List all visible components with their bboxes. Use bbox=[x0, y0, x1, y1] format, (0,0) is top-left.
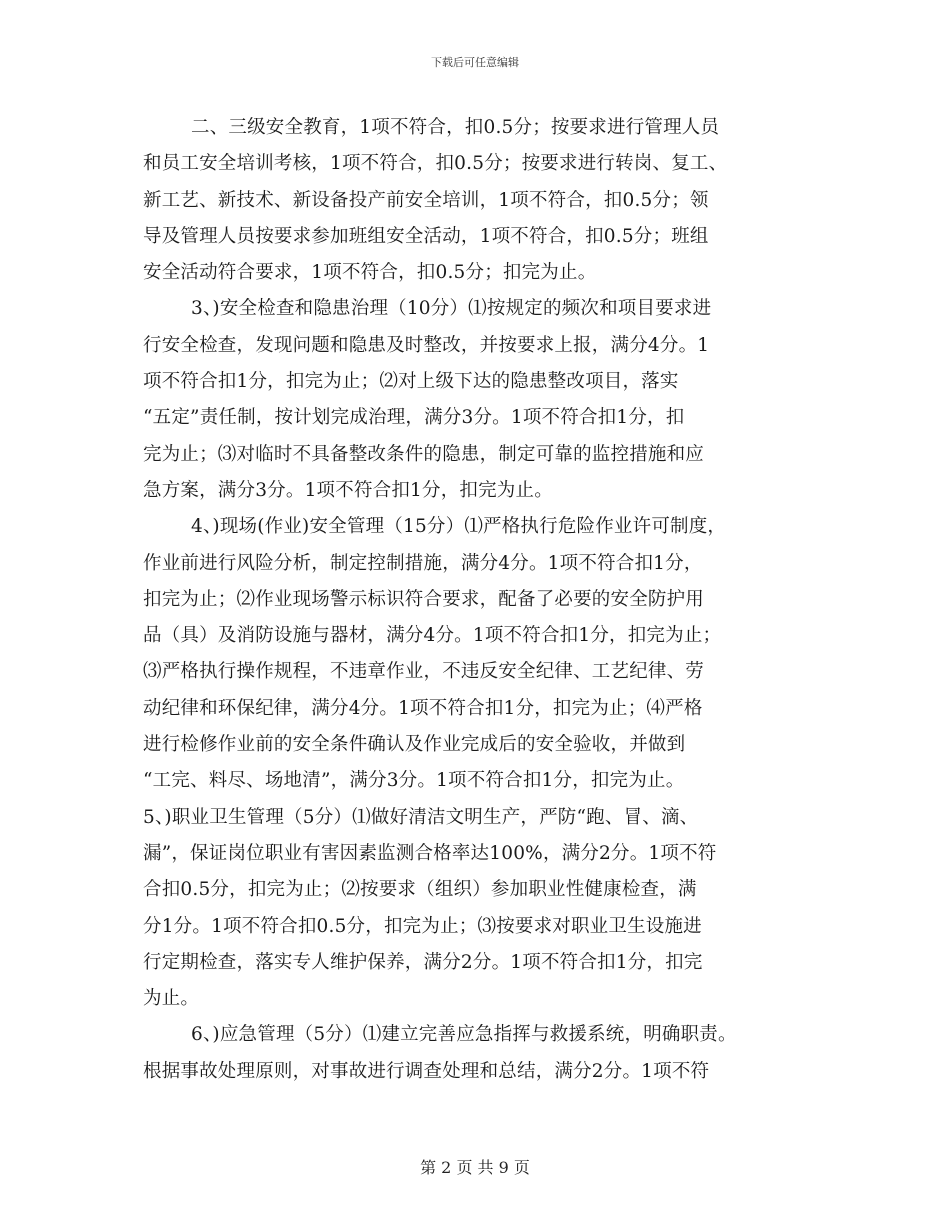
text-line: 扣完为止；⑵作业现场警示标识符合要求，配备了必要的安全防护用 bbox=[143, 588, 705, 610]
text-line: 为止。 bbox=[143, 988, 200, 1010]
document-body bbox=[143, 110, 813, 1090]
text-line: 行安全检查，发现问题和隐患及时整改，并按要求上报，满分4分。1 bbox=[143, 334, 710, 356]
text-line: 和员工安全培训考核，1项不符合，扣0.5分；按要求进行转岗、复工、 bbox=[143, 153, 728, 175]
text-line: “工完、料尽、场地清”，满分3分。1项不符合扣1分，扣完为止。 bbox=[143, 770, 685, 792]
text-line: “五定”责任制，按计划完成治理，满分3分。1项不符合扣1分，扣 bbox=[143, 407, 685, 429]
text-line: 6、)应急管理（5分）⑴建立完善应急指挥与救援系统，明确职责。 bbox=[191, 1024, 737, 1046]
text-line: 项不符合扣1分，扣完为止；⑵对上级下达的隐患整改项目，落实 bbox=[143, 371, 679, 393]
text-line: 根据事故处理原则，对事故进行调查处理和总结，满分2分。1项不符 bbox=[143, 1060, 710, 1082]
text-line: 进行检修作业前的安全条件确认及作业完成后的安全验收，并做到 bbox=[143, 734, 686, 756]
text-line: 作业前进行风险分析，制定控制措施，满分4分。1项不符合扣1分， bbox=[143, 552, 703, 574]
text-line: 导及管理人员按要求参加班组安全活动，1项不符合，扣0.5分；班组 bbox=[143, 225, 709, 247]
text-line: 安全活动符合要求，1项不符合，扣0.5分；扣完为止。 bbox=[143, 262, 597, 284]
text-line: 动纪律和环保纪律，满分4分。1项不符合扣1分，扣完为止；⑷严格 bbox=[143, 697, 703, 719]
page-footer: 第 2 页 共 9 页 bbox=[420, 1158, 530, 1177]
text-line: 5、)职业卫生管理（5分）⑴做好清洁文明生产，严防“跑、冒、滴、 bbox=[143, 806, 699, 828]
text-line: 漏”，保证岗位职业有害因素监测合格率达100%，满分2分。1项不符 bbox=[143, 842, 717, 864]
text-line: 急方案，满分3分。1项不符合扣1分，扣完为止。 bbox=[143, 479, 553, 501]
text-line: 新工艺、新技术、新设备投产前安全培训，1项不符合，扣0.5分；领 bbox=[143, 189, 709, 211]
text-line: 行定期检查，落实专人维护保养，满分2分。1项不符合扣1分，扣完 bbox=[143, 951, 703, 973]
text-line: 4、)现场(作业)安全管理（15分）⑴严格执行危险作业许可制度， bbox=[191, 516, 727, 538]
text-line: 二、三级安全教育，1项不符合，扣0.5分；按要求进行管理人员 bbox=[191, 117, 720, 138]
text-line: 合扣0.5分，扣完为止；⑵按要求（组织）参加职业性健康检查，满 bbox=[143, 879, 697, 901]
text-line: ⑶严格执行操作规程，不违章作业，不违反安全纪律、工艺纪律、劳 bbox=[143, 661, 705, 683]
page-header: 下载后可任意编辑 bbox=[431, 56, 519, 69]
text-line: 完为止；⑶对临时不具备整改条件的隐患，制定可靠的监控措施和应 bbox=[143, 443, 705, 465]
text-line: 3、)安全检查和隐患治理（10分）⑴按规定的频次和项目要求进 bbox=[191, 298, 712, 320]
text-line: 品（具）及消防设施与器材，满分4分。1项不符合扣1分，扣完为止； bbox=[143, 625, 722, 647]
text-line: 分1分。1项不符合扣0.5分，扣完为止；⑶按要求对职业卫生设施进 bbox=[143, 915, 702, 937]
